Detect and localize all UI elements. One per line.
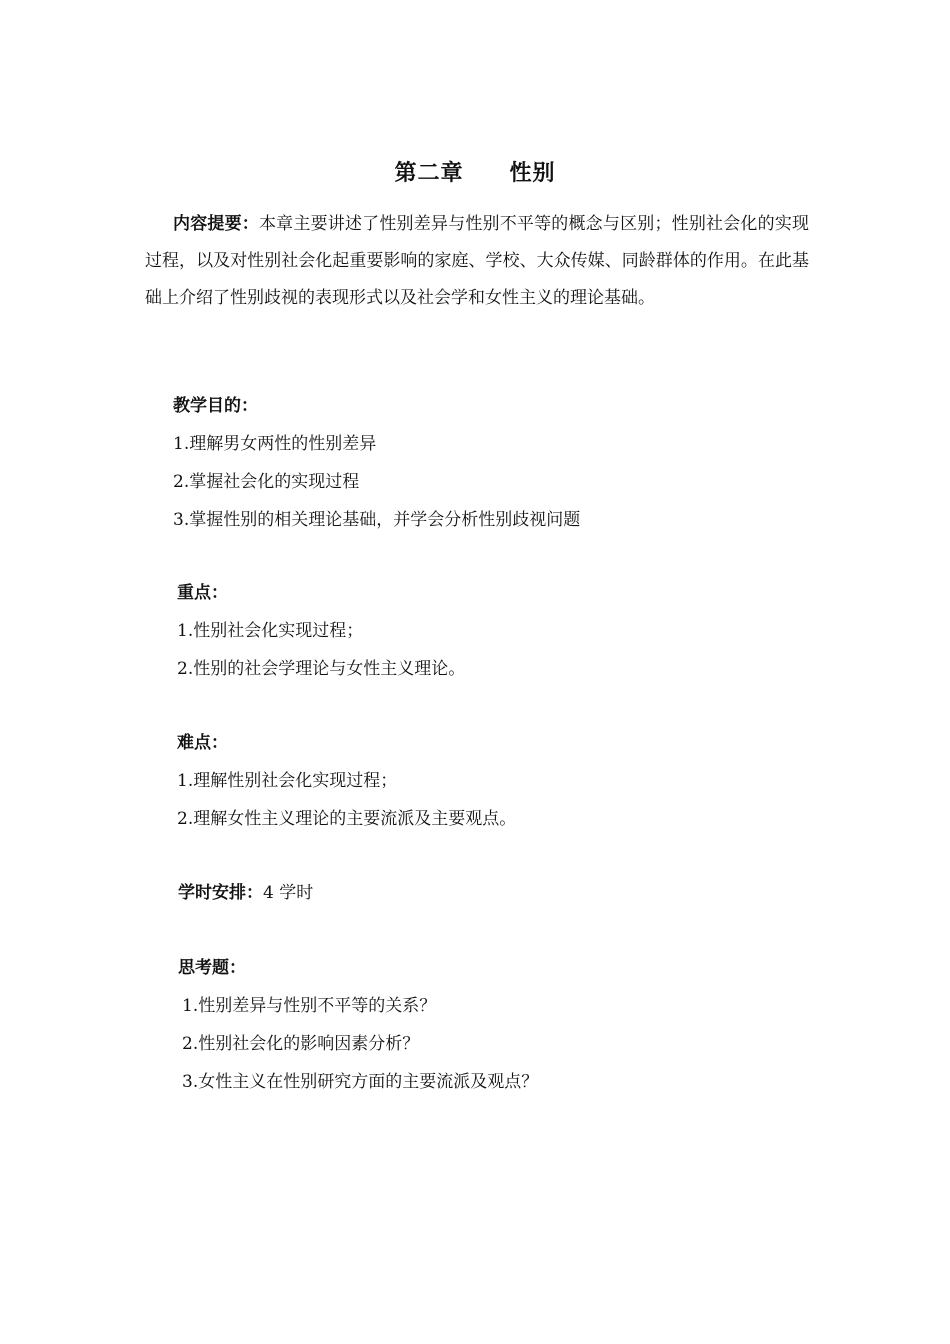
objective-item-3: 3.掌握性别的相关理论基础，并学会分析性别歧视问题 — [173, 510, 581, 530]
objectives-heading: 教学目的： — [173, 396, 258, 416]
schedule-label: 学时安排： — [178, 883, 263, 903]
key-points-heading: 重点： — [177, 583, 228, 603]
questions-section — [178, 949, 538, 1101]
difficulty-item-1: 1.理解性别社会化实现过程； — [177, 771, 398, 791]
summary-label: 内容提要： — [173, 214, 259, 234]
summary-text: 本章主要讲述了性别差异与性别不平等的概念与区别；性别社会化的实现过程，以及对性别社会化起重要影响的家庭、学校、大众传媒、同龄群体的作用。在此基础上介绍了性别歧视的表现形式以及社会学和女性主义的理论基础。 — [145, 214, 810, 308]
schedule-line — [178, 874, 313, 912]
question-item-2: 2.性别社会化的影响因素分析？ — [182, 1034, 420, 1054]
difficulties-section — [177, 724, 516, 838]
question-item-1: 1.性别差异与性别不平等的关系？ — [182, 996, 437, 1016]
difficulty-item-2: 2.理解女性主义理论的主要流派及主要观点。 — [177, 809, 517, 829]
content-summary — [145, 206, 809, 317]
objective-item-2: 2.掌握社会化的实现过程 — [173, 472, 360, 492]
difficulties-heading: 难点： — [177, 733, 228, 753]
key-points-section — [177, 574, 465, 688]
questions-heading: 思考题： — [178, 958, 246, 978]
key-point-item-2: 2.性别的社会学理论与女性主义理论。 — [177, 659, 466, 679]
chapter-title: 第二章 性别 — [394, 161, 556, 186]
key-point-item-1: 1.性别社会化实现过程； — [177, 621, 364, 641]
objectives-section — [173, 387, 580, 539]
objective-item-1: 1.理解男女两性的性别差异 — [173, 434, 377, 454]
question-item-3: 3.女性主义在性别研究方面的主要流派及观点？ — [182, 1072, 539, 1092]
schedule-value: 4 学时 — [263, 883, 314, 903]
